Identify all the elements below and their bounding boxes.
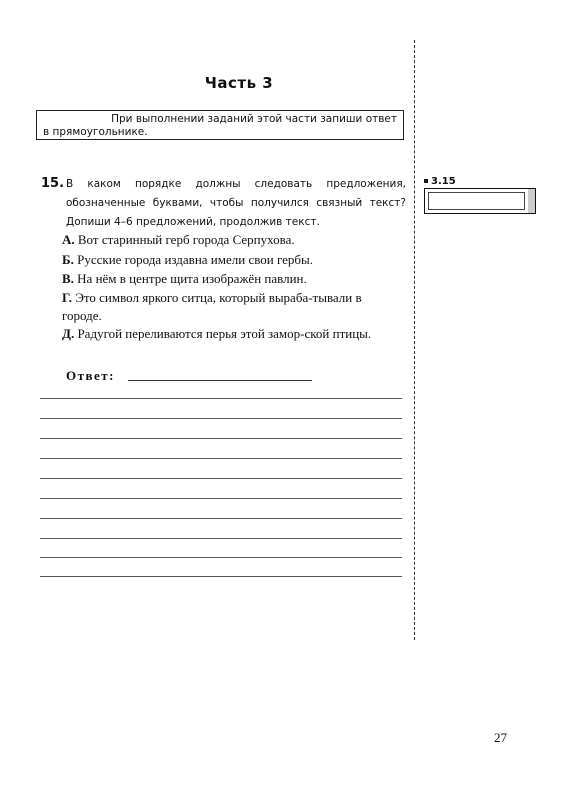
answer-line[interactable] [128,380,312,381]
margin-divider [414,40,415,640]
sentence-letter: В. [62,271,74,286]
sentence-text: Это символ яркого ситца, который выраба-тывали в городе. [62,290,362,323]
sentence-text: Вот старинный герб города Серпухова. [77,232,295,247]
writing-line[interactable] [40,518,402,519]
sentence-g [62,289,402,325]
task-question: В каком порядке должны следовать предложения, обозначенные буквами, чтобы получился связный текст? Допиши 4–6 предложений, продолжив текст. [66,178,406,228]
instruction-box [36,110,404,140]
sentence-d [62,325,402,343]
writing-line[interactable] [40,418,402,419]
writing-line[interactable] [40,557,402,558]
writing-line[interactable] [40,438,402,439]
sentence-letter: Б. [62,252,74,267]
part-title: Часть 3 [204,74,274,92]
sentence-b [62,251,402,269]
writing-line[interactable] [40,576,402,577]
square-bullet-icon [424,179,428,183]
answer-box-field[interactable] [428,192,525,210]
writing-line[interactable] [40,498,402,499]
sentence-v [62,270,402,288]
answer-label: Ответ: [66,368,116,383]
answer-box[interactable] [424,188,536,214]
sentence-letter: Д. [62,326,75,341]
writing-line[interactable] [40,398,402,399]
sentence-text: Радугой переливаются перья этой замор-ской птицы. [77,326,372,341]
sentence-a [62,231,402,249]
writing-line[interactable] [40,458,402,459]
task-number: 15. [41,176,65,191]
margin-code-text: 3.15 [431,176,456,187]
sentence-text: На нём в центре щита изображён павлин. [77,271,307,286]
instruction-line-2: в прямоугольнике. [43,126,148,138]
instruction-line-1: При выполнении заданий этой части запиши ответ [111,113,397,125]
sentence-letter: А. [62,232,75,247]
page-number: 27 [494,730,507,745]
sentence-text: Русские города издавна имели свои гербы. [77,252,314,267]
answer-box-shade [528,189,535,213]
margin-task-code [424,176,456,187]
writing-line[interactable] [40,538,402,539]
writing-line[interactable] [40,478,402,479]
sentence-letter: Г. [62,290,73,305]
